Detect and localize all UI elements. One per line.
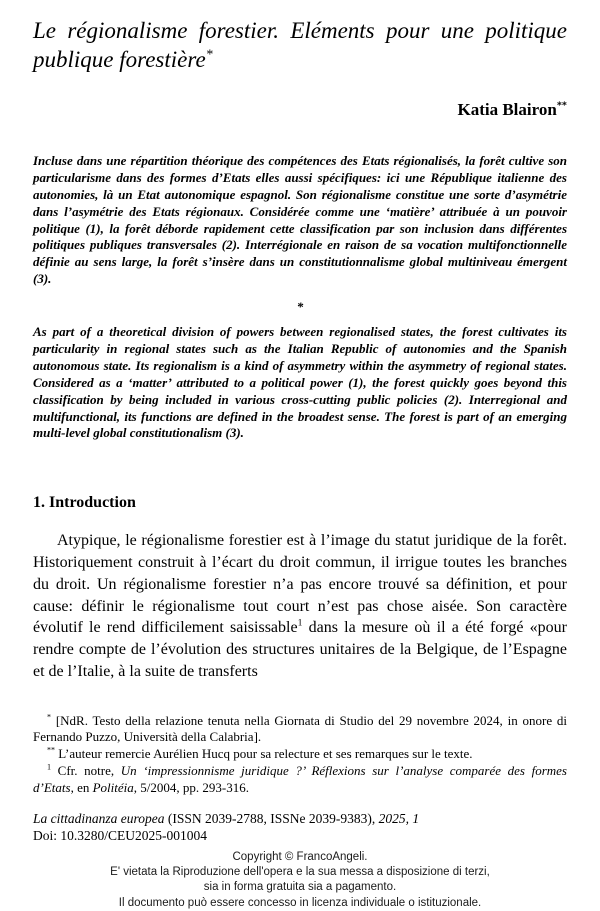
footnote-double-star-marker: **: [47, 746, 56, 755]
footnote-1-marker: 1: [47, 762, 52, 772]
body-paragraph: [33, 530, 567, 682]
footnote-star-text: [NdR. Testo della relazione tenuta nella Giornata di Studio del 29 novembre 2024, in onore di Fernando Puzzo, Università della Calabria].: [33, 712, 567, 745]
copyright-line-1: Copyright © FrancoAngeli.: [232, 851, 368, 863]
abstract-separator: *: [296, 299, 304, 315]
title-footnote-marker: *: [205, 46, 213, 62]
copyright-line-3: sia in forma gratuita sia a pagamento.: [203, 881, 397, 894]
footnote-1-italic-journal: Politéia: [92, 780, 134, 796]
copyright-block: [33, 850, 567, 911]
footnote-1-text-part3: , 5/2004, pp. 293-316.: [133, 780, 249, 796]
journal-issn: (ISSN 2039-2788, ISSNe 2039-9383),: [164, 811, 379, 826]
abstract-french: Incluse dans une répartition théorique des compétences des Etats régionalisés, la forêt cultive son particularisme dans des formes d’Etats elles aussi spécifiques: ici une République italienne des autonomies, là un Etat autonomique espagnol. Son régionalisme constitue une sorte d’asymétrie dans l’asymétrie des Etats régionaux. Considérée comme une ‘matière’ attribuée à un pouvoir politique (1), la forêt déborde rapidement cette classification par son inclusion dans différentes politiques publiques transversales (2). Interrégionale en raison de sa vocation multifonctionnelle définie au sens large, la forêt s’insère dans un constitutionnalisme global multiniveau émergent (3).: [33, 152, 567, 287]
copyright-line-2: E' vietata la Riproduzione dell'opera e la sua messa a disposizione di terzi,: [110, 866, 490, 879]
body-text-after-ref: dans la mesure où il a été forgé «pour rendre compte de l’évolution des structures unitaires de la Belgique, de l’Espagne et de l’Italie, à la suite de transferts: [33, 619, 567, 680]
doi-line: Doi: 10.3280/CEU2025-001004: [33, 828, 207, 843]
section-heading-introduction: 1. Introduction: [33, 494, 136, 512]
footnote-1-text-part1: Cfr. notre,: [51, 763, 121, 779]
abstract-english: As part of a theoretical division of powers between regionalised states, the forest cultivates its particularity in regional states such as the Italian Republic of autonomies and the Spanish autonomous state. Its regionalism is a kind of asymmetry within the asymmetry of regional states. Considered as a ‘matter’ attributed to a political power (1), the forest quickly goes beyond this classification by being included in various cross-cutting public policies (2). Interregional and multifunctional, its functions are defined in the broadest sense. The forest is part of an emerging multi-level global constitutionalism (3).: [33, 324, 567, 441]
journal-issue: 2025, 1: [378, 811, 420, 826]
footnotes-block: [33, 713, 567, 797]
author-line: [33, 100, 567, 120]
author-footnote-marker: **: [556, 100, 567, 112]
footnote-1-text-part2: , en: [70, 780, 93, 796]
journal-name: La cittadinanza europea: [33, 811, 165, 826]
journal-info-line: [33, 811, 567, 827]
article-title: [33, 17, 567, 75]
footnote-reference-1: 1: [297, 617, 303, 629]
footnote-1: [33, 763, 567, 797]
author-name: Katia Blairon: [457, 99, 557, 119]
footnote-double-star: [33, 746, 567, 763]
footnote-star-marker: *: [47, 712, 52, 722]
article-title-line2-text: publique forestière: [33, 46, 206, 72]
article-title-line2: [33, 46, 567, 75]
body-text-before-ref: Atypique, le régionalisme forestier est à l’image du statut juridique de la forêt. Historiquement construit à l’écart du droit commun, il irrigue toutes les branches du droit. Un régionalisme forestier n’a pas encore trouvé sa définition, et pour cause: définir le régionalisme tout court n’est pas chose aisée. Son caractère évolutif le rend difficilement saisissable: [33, 532, 567, 637]
footnote-1-italic-title: Un ‘impressionnisme juridique ?’ Réflexions sur l’analyse comparée des formes d’Etats: [33, 763, 567, 796]
footnote-double-star-text: L’auteur remercie Aurélien Hucq pour sa relecture et ses remarques sur le texte.: [55, 746, 473, 762]
article-title-line1: Le régionalisme forestier. Eléments pour une politique: [33, 18, 567, 43]
copyright-line-4: Il documento può essere concesso in licenza individuale o istituzionale.: [118, 896, 482, 909]
footnote-star: [33, 713, 567, 747]
